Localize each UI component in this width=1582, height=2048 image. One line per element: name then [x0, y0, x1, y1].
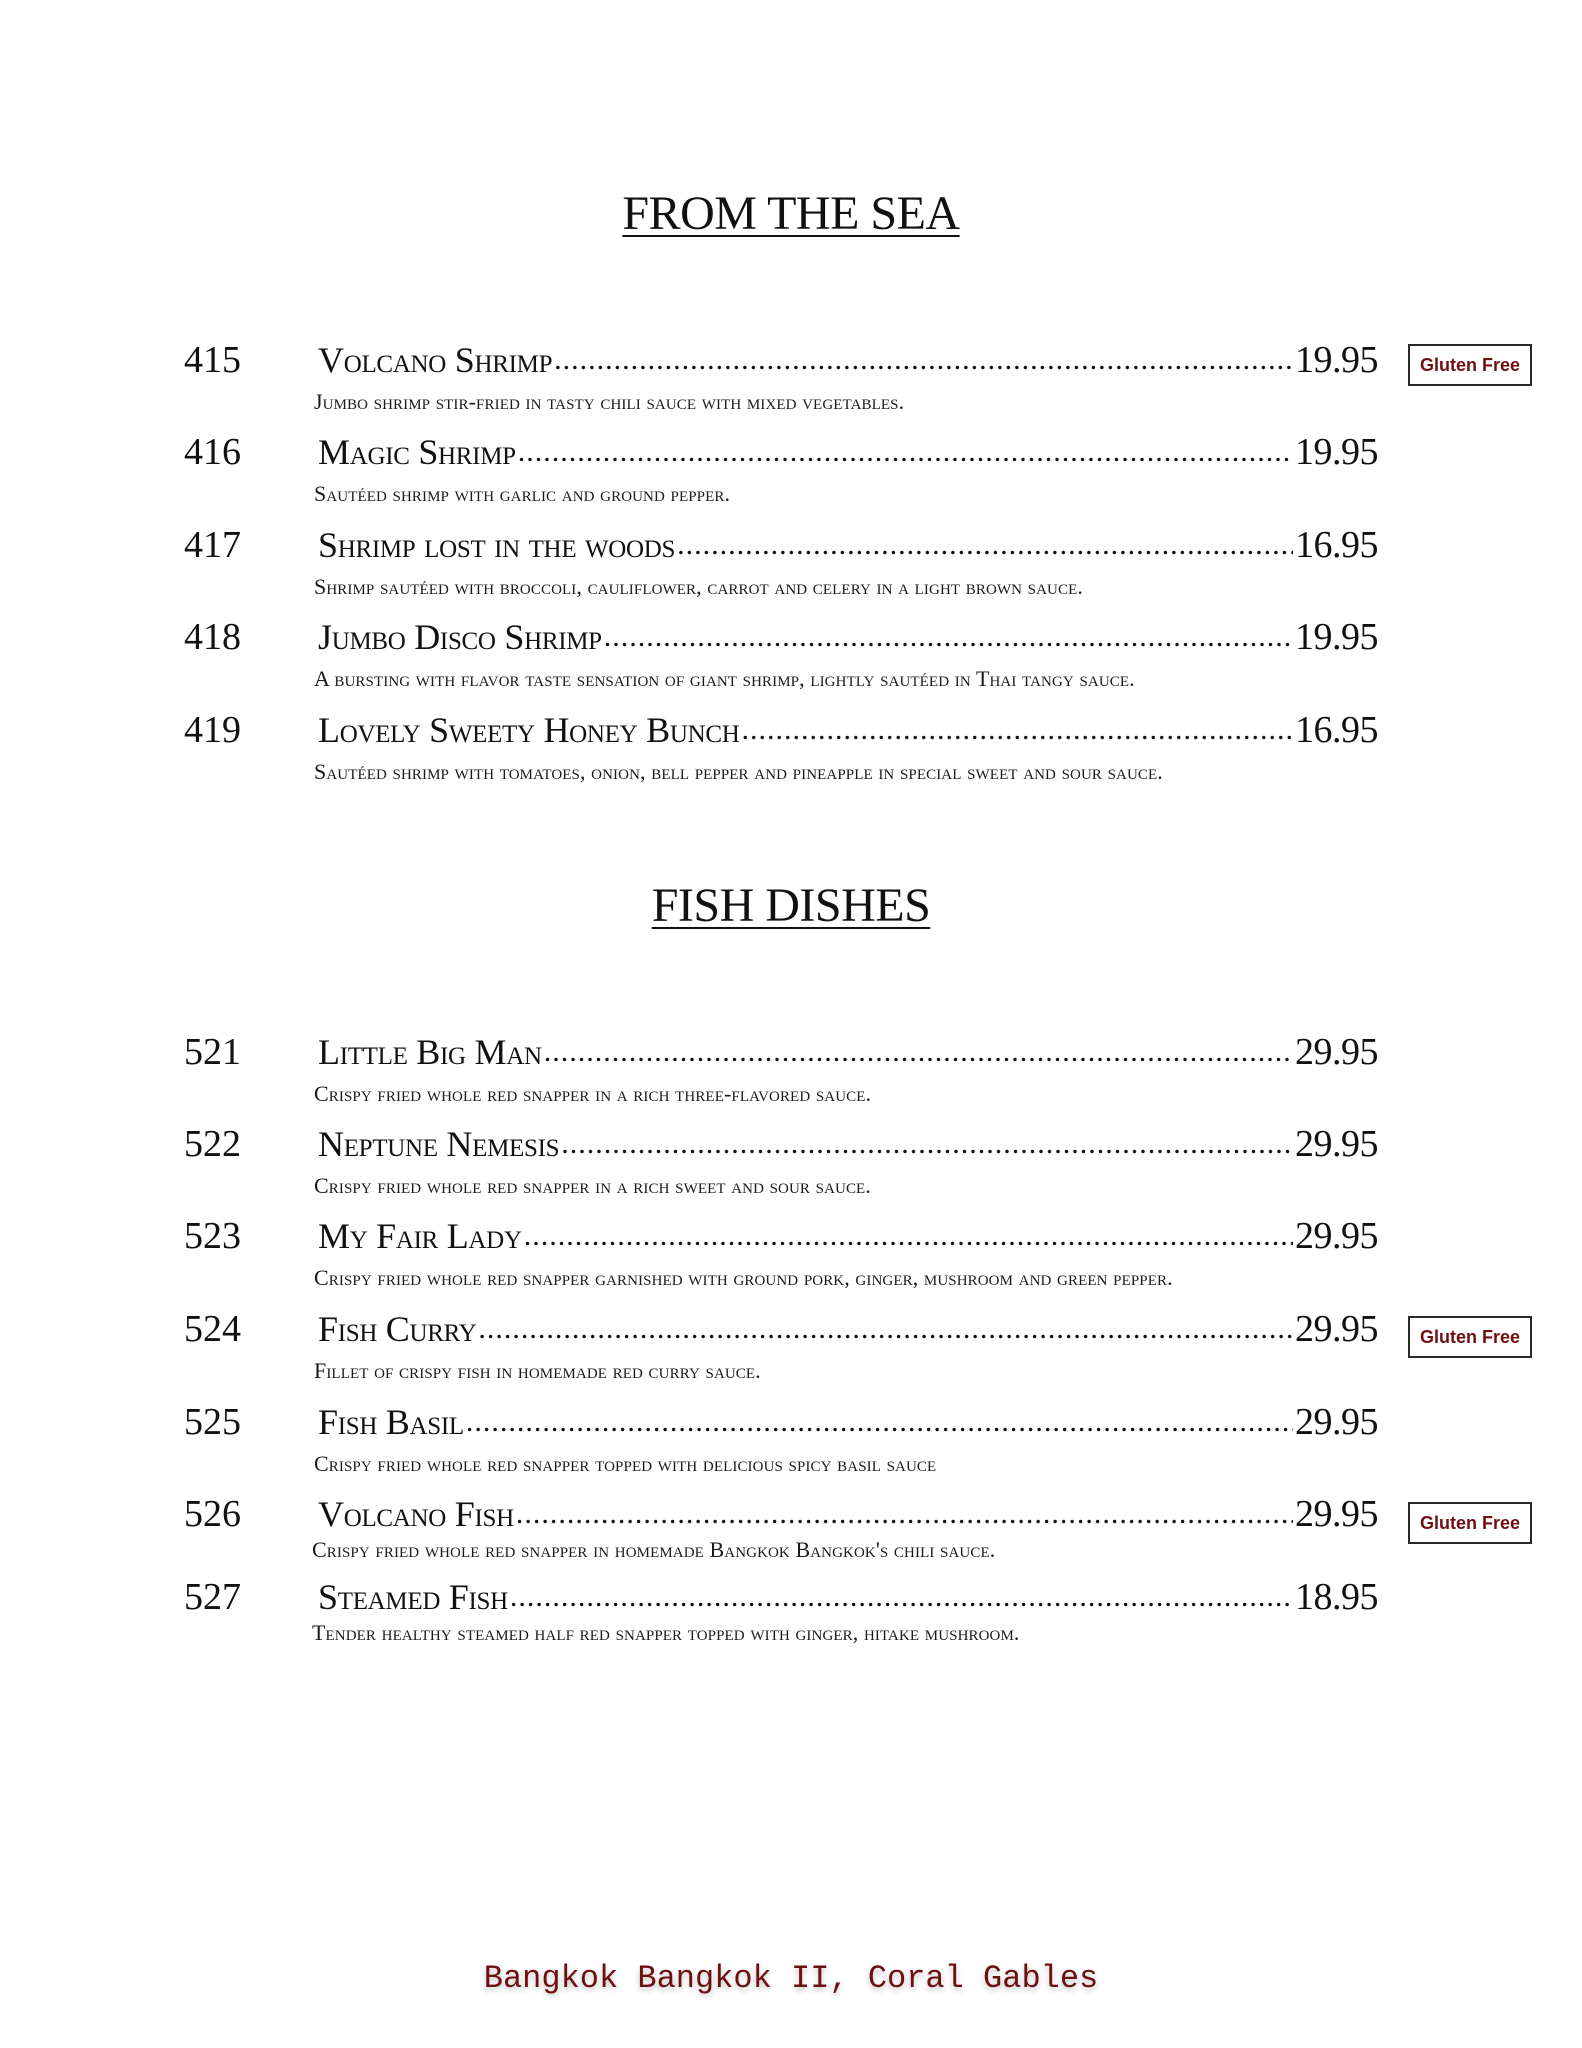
item-name: Magic Shrimp	[318, 432, 516, 472]
dot-leader	[677, 523, 1293, 567]
item-price: 19.95	[1295, 339, 1378, 381]
item-name: My Fair Lady	[318, 1216, 522, 1256]
dot-leader	[478, 1307, 1293, 1351]
item-number: 416	[184, 431, 241, 473]
gluten-free-badge: Gluten Free	[1408, 344, 1532, 386]
item-number: 525	[184, 1401, 241, 1443]
item-description: Shrimp sautéed with broccoli, cauliflower, carrot and celery in a light brown sauce.	[314, 574, 1083, 599]
menu-item	[0, 615, 1582, 707]
item-price: 29.95	[1295, 1123, 1378, 1165]
menu-item	[0, 1307, 1582, 1399]
item-description: Jumbo shrimp stir-fried in tasty chili sauce with mixed vegetables.	[314, 389, 905, 414]
item-name: Steamed Fish	[318, 1577, 508, 1617]
item-description: Sautéed shrimp with garlic and ground pepper.	[314, 481, 731, 506]
item-name-line	[318, 1492, 1378, 1536]
item-name: Little Big Man	[318, 1032, 542, 1072]
item-name-line	[318, 1214, 1378, 1258]
item-price: 29.95	[1295, 1215, 1378, 1257]
item-name: Neptune Nemesis	[318, 1124, 560, 1164]
menu-item	[0, 1030, 1582, 1122]
section-title-from-the-sea: FROM THE SEA	[622, 187, 960, 240]
item-number: 524	[184, 1308, 241, 1350]
item-description: Fillet of crispy fish in homemade red curry sauce.	[314, 1358, 761, 1383]
item-description: Crispy fried whole red snapper in homemade Bangkok Bangkok's chili sauce.	[312, 1537, 996, 1562]
dot-leader	[524, 1214, 1293, 1258]
menu-item	[0, 1400, 1582, 1492]
item-name-line	[318, 338, 1378, 382]
item-number: 527	[184, 1576, 241, 1618]
item-name: Volcano Fish	[318, 1494, 514, 1534]
item-price: 29.95	[1295, 1401, 1378, 1443]
item-name: Fish Basil	[318, 1402, 464, 1442]
item-name-line	[318, 708, 1378, 752]
item-name-line	[318, 1307, 1378, 1351]
item-number: 526	[184, 1493, 241, 1535]
item-number: 522	[184, 1123, 241, 1165]
menu-item	[0, 430, 1582, 522]
item-name-line	[318, 1030, 1378, 1074]
dot-leader	[554, 338, 1293, 382]
item-number: 415	[184, 339, 241, 381]
item-description: Crispy fried whole red snapper in a rich sweet and sour sauce.	[314, 1173, 871, 1198]
item-price: 19.95	[1295, 616, 1378, 658]
section-title-fish-dishes: FISH DISHES	[651, 879, 931, 932]
gluten-free-badge: Gluten Free	[1408, 1502, 1532, 1544]
item-name: Jumbo Disco Shrimp	[318, 617, 602, 657]
item-description: Sautéed shrimp with tomatoes, onion, bell pepper and pineapple in special sweet and sour sauce.	[314, 759, 1163, 784]
dot-leader	[516, 1492, 1293, 1536]
item-description: A bursting with flavor taste sensation of giant shrimp, lightly sautéed in Thai tangy sauce.	[314, 666, 1135, 691]
item-number: 521	[184, 1031, 241, 1073]
item-name: Volcano Shrimp	[318, 340, 553, 380]
item-description: Tender healthy steamed half red snapper topped with ginger, hitake mushroom.	[312, 1620, 1020, 1645]
item-name-line	[318, 1400, 1378, 1444]
dot-leader	[510, 1575, 1293, 1619]
item-name-line	[318, 430, 1378, 474]
dot-leader	[544, 1030, 1293, 1074]
menu-item	[0, 1492, 1582, 1584]
item-name: Shrimp lost in the woods	[318, 525, 676, 565]
item-description: Crispy fried whole red snapper garnished with ground pork, ginger, mushroom and green pepper.	[314, 1265, 1173, 1290]
menu-item	[0, 523, 1582, 615]
item-name-line	[318, 1122, 1378, 1166]
item-description: Crispy fried whole red snapper topped with delicious spicy basil sauce	[314, 1451, 937, 1476]
item-name-line	[318, 615, 1378, 659]
menu-item	[0, 1122, 1582, 1214]
item-price: 29.95	[1295, 1308, 1378, 1350]
item-price: 18.95	[1295, 1576, 1378, 1618]
gluten-free-badge: Gluten Free	[1408, 1316, 1532, 1358]
dot-leader	[741, 708, 1293, 752]
item-name-line	[318, 1575, 1378, 1619]
dot-leader	[518, 430, 1293, 474]
item-name: Lovely Sweety Honey Bunch	[318, 710, 740, 750]
item-price: 16.95	[1295, 709, 1378, 751]
menu-item	[0, 338, 1582, 430]
item-price: 19.95	[1295, 431, 1378, 473]
item-price: 29.95	[1295, 1031, 1378, 1073]
item-name-line	[318, 523, 1378, 567]
item-description: Crispy fried whole red snapper in a rich three-flavored sauce.	[314, 1081, 872, 1106]
item-price: 16.95	[1295, 524, 1378, 566]
item-number: 417	[184, 524, 241, 566]
dot-leader	[604, 615, 1293, 659]
item-number: 418	[184, 616, 241, 658]
restaurant-footer: Bangkok Bangkok II, Coral Gables	[483, 1960, 1099, 1997]
menu-item	[0, 708, 1582, 800]
item-name: Fish Curry	[318, 1309, 477, 1349]
menu-item	[0, 1575, 1582, 1667]
item-number: 419	[184, 709, 241, 751]
dot-leader	[466, 1400, 1293, 1444]
item-number: 523	[184, 1215, 241, 1257]
item-price: 29.95	[1295, 1493, 1378, 1535]
menu-item	[0, 1214, 1582, 1306]
dot-leader	[561, 1122, 1293, 1166]
